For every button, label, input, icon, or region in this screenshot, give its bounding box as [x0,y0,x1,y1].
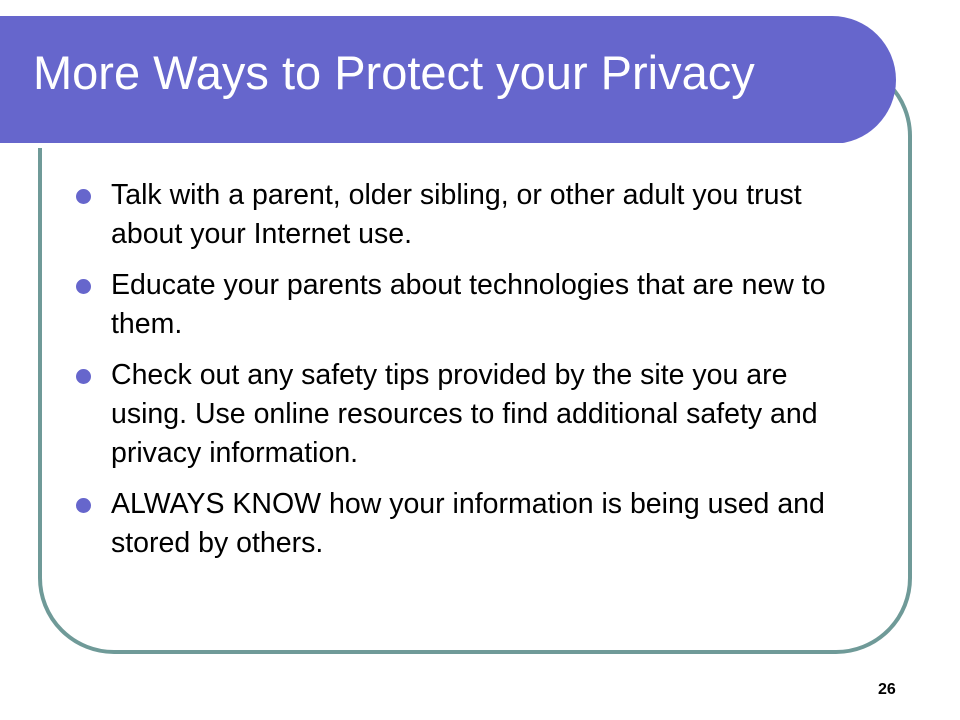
bullet-text: Check out any safety tips provided by the site you are using. Use online resources to find additional safety and privacy information. [111,359,818,469]
bullet-dot-icon [76,279,91,294]
bullet-dot-icon [76,498,91,513]
bullet-dot-icon [76,189,91,204]
bullet-text: ALWAYS KNOW how your information is being used and stored by others. [111,488,825,559]
bullet-dot-icon [76,369,91,384]
page-number: 26 [878,681,896,698]
bullet-item [76,356,856,473]
bullet-item [76,266,856,344]
bullet-text: Educate your parents about technologies that are new to them. [111,269,826,340]
bullet-item [76,485,856,563]
title-underline [0,143,848,148]
bullet-list [76,176,856,575]
bullet-text: Talk with a parent, older sibling, or other adult you trust about your Internet use. [111,179,802,250]
slide-title: More Ways to Protect your Privacy [33,46,755,99]
bullet-item [76,176,856,254]
